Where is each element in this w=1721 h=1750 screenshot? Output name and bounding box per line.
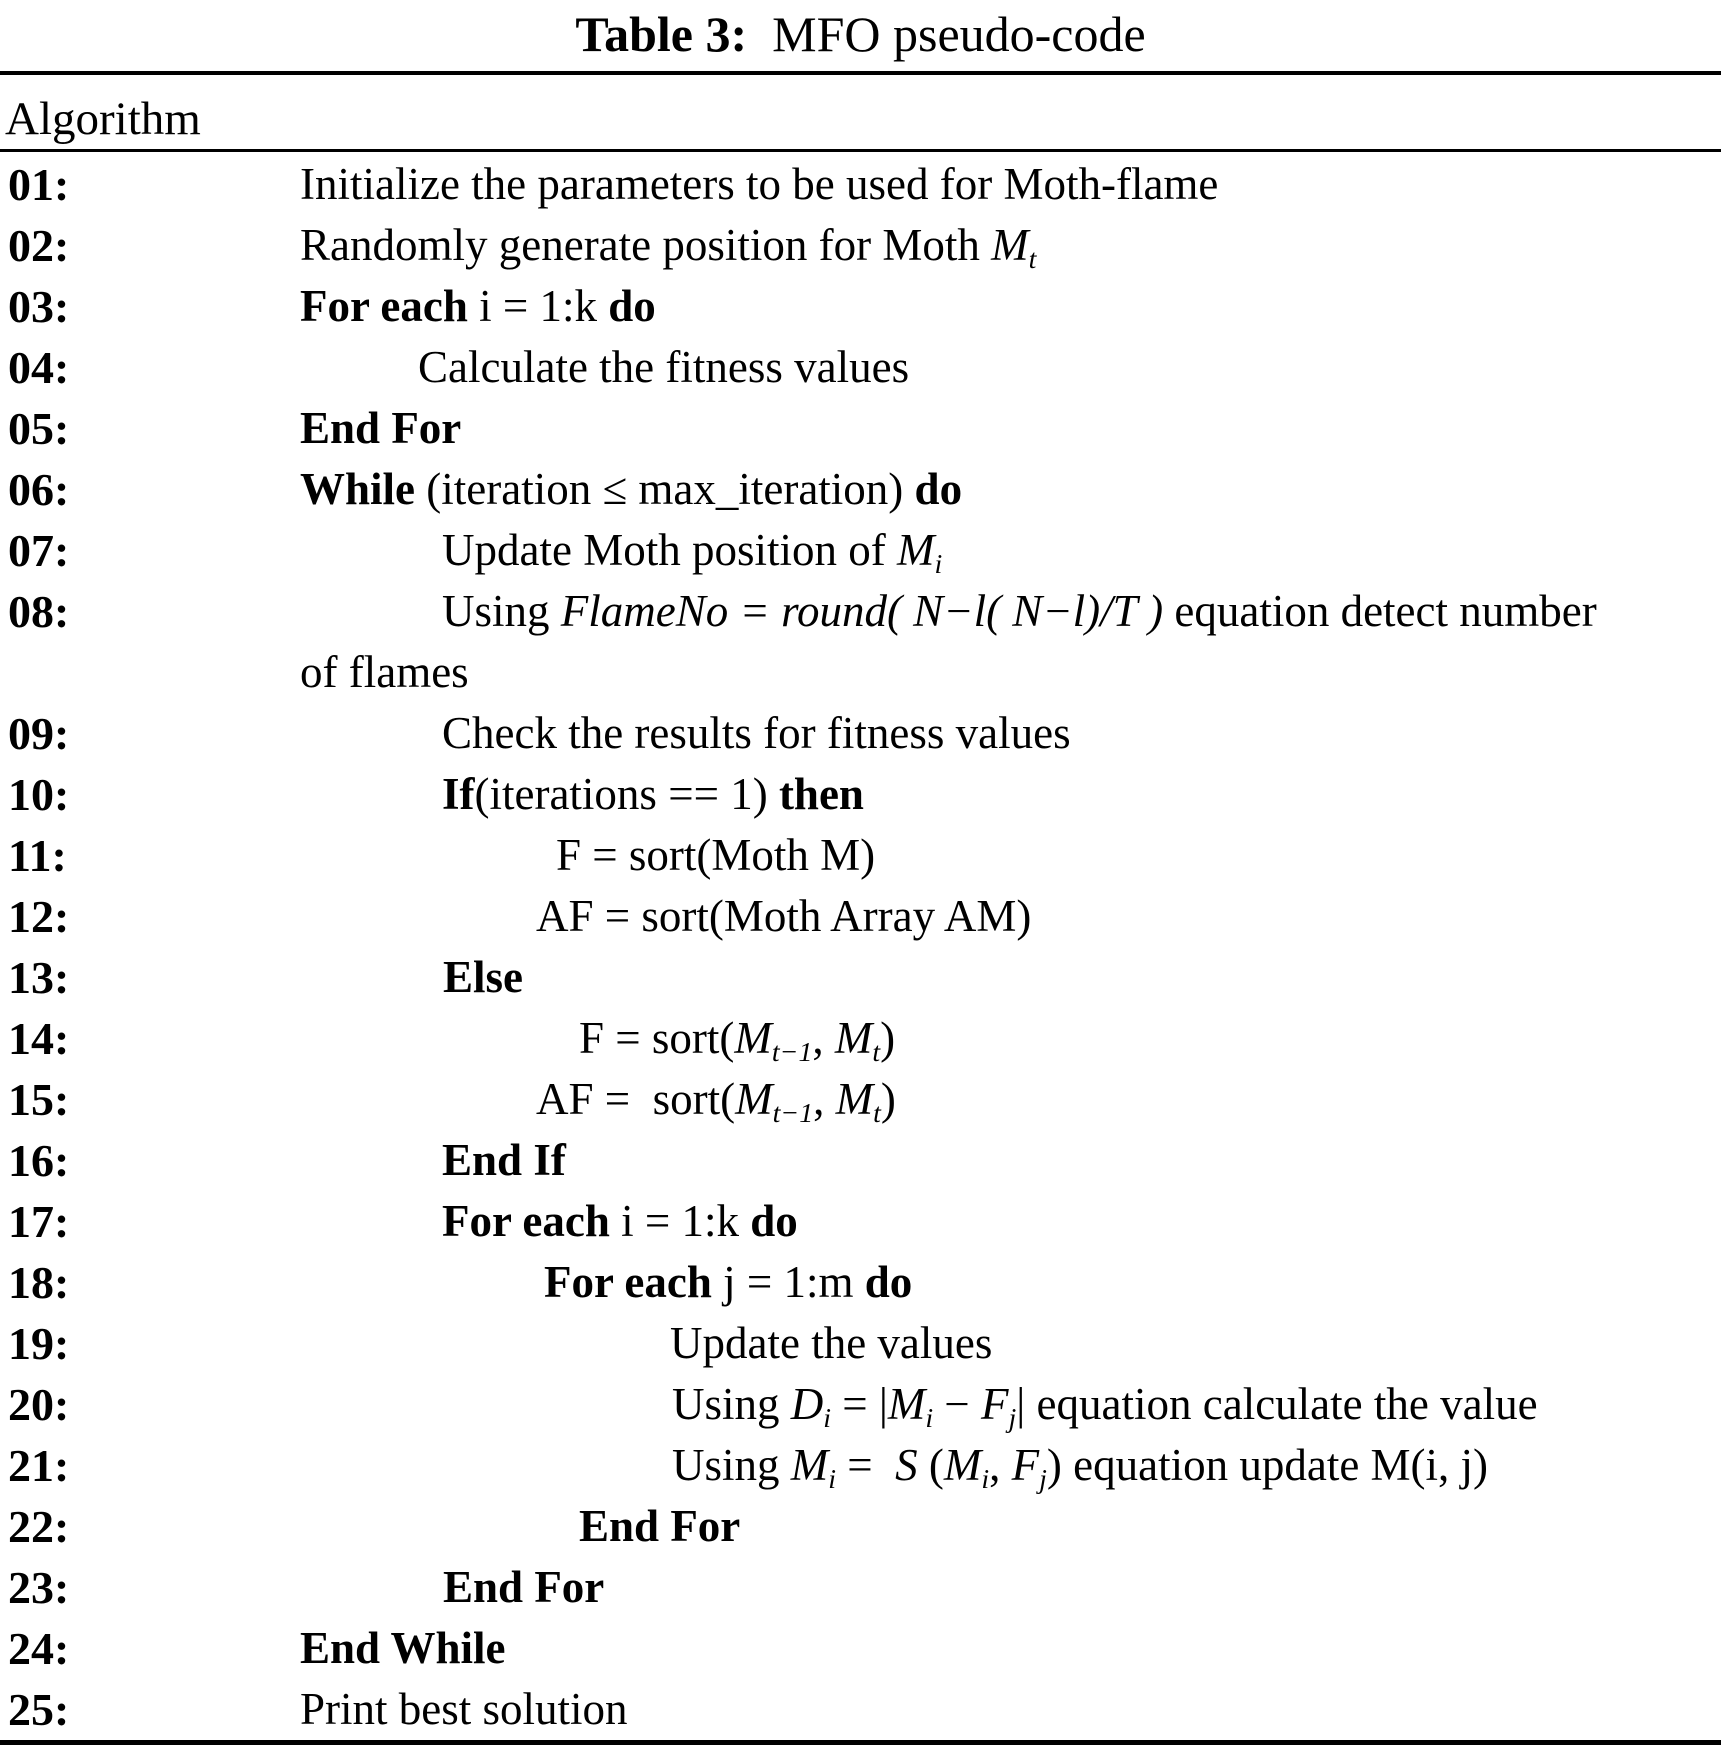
text-segment: M bbox=[735, 1074, 773, 1124]
algo-line bbox=[0, 1313, 1721, 1374]
table-caption-number: Table 3: bbox=[575, 6, 748, 62]
line-content bbox=[442, 703, 1071, 764]
text-segment: | equation calculate the value bbox=[1016, 1379, 1538, 1429]
line-number: 08: bbox=[8, 586, 70, 637]
algo-line-continuation bbox=[0, 642, 1721, 703]
algo-line bbox=[0, 276, 1721, 337]
line-content bbox=[442, 1130, 566, 1191]
line-number: 04: bbox=[8, 342, 70, 393]
line-number: 23: bbox=[8, 1562, 70, 1613]
line-content bbox=[443, 1557, 604, 1618]
algo-line bbox=[0, 825, 1721, 886]
line-content bbox=[418, 337, 909, 398]
line-content bbox=[300, 1679, 628, 1740]
text-segment: F = sort( bbox=[579, 1013, 735, 1063]
algo-line bbox=[0, 1496, 1721, 1557]
line-number: 06: bbox=[8, 464, 70, 515]
algorithm-column-header: Algorithm bbox=[5, 93, 201, 145]
keyword: While bbox=[300, 464, 416, 514]
line-content bbox=[442, 581, 1597, 642]
text-segment: AF = sort( bbox=[536, 1074, 736, 1124]
keyword: do bbox=[750, 1196, 798, 1246]
line-number: 11: bbox=[8, 830, 67, 881]
text-segment: F bbox=[981, 1379, 1009, 1429]
keyword: Else bbox=[443, 952, 524, 1002]
keyword: For each bbox=[300, 281, 468, 331]
line-content bbox=[442, 1191, 798, 1252]
line-content bbox=[300, 1618, 506, 1679]
keyword: End While bbox=[300, 1623, 506, 1673]
text-segment: M bbox=[834, 1013, 873, 1063]
algo-line bbox=[0, 459, 1721, 520]
subscript: i bbox=[981, 1463, 990, 1495]
line-content bbox=[536, 886, 1031, 947]
algo-line bbox=[0, 1679, 1721, 1740]
line-number: 19: bbox=[8, 1318, 70, 1369]
line-content bbox=[442, 764, 864, 825]
table-caption-title: MFO pseudo-code bbox=[747, 6, 1146, 62]
line-content bbox=[579, 1496, 740, 1557]
text-segment: i = 1:k bbox=[609, 1196, 751, 1246]
table-caption bbox=[0, 0, 1721, 71]
algo-line bbox=[0, 1618, 1721, 1679]
algo-line bbox=[0, 1130, 1721, 1191]
line-content bbox=[672, 1435, 1488, 1496]
line-content bbox=[670, 1313, 992, 1374]
text-segment: Update Moth position of bbox=[442, 525, 897, 575]
line-content bbox=[300, 215, 1036, 276]
keyword: then bbox=[778, 769, 864, 819]
line-number: 07: bbox=[8, 525, 70, 576]
keyword: do bbox=[864, 1257, 913, 1307]
text-segment: = bbox=[836, 1440, 896, 1490]
text-segment: = | bbox=[831, 1379, 888, 1429]
algo-line bbox=[0, 154, 1721, 215]
subscript: t−1 bbox=[772, 1097, 814, 1129]
text-segment: , bbox=[989, 1440, 1012, 1490]
subscript: t bbox=[873, 1097, 881, 1129]
keyword: do bbox=[608, 281, 656, 331]
text-segment: D bbox=[790, 1379, 824, 1429]
line-number: 18: bbox=[8, 1257, 70, 1308]
text-segment: (iterations == 1) bbox=[474, 769, 779, 819]
algo-line bbox=[0, 947, 1721, 1008]
subscript: i bbox=[828, 1463, 837, 1495]
text-segment: Initialize the parameters to be used for Moth-flame bbox=[300, 159, 1219, 209]
keyword: For each bbox=[442, 1196, 610, 1246]
line-content bbox=[300, 398, 461, 459]
algo-line bbox=[0, 215, 1721, 276]
line-content bbox=[300, 276, 656, 337]
text-segment: Calculate the fitness values bbox=[418, 342, 910, 392]
line-content bbox=[300, 154, 1218, 215]
text-segment: equation detect number bbox=[1163, 586, 1597, 636]
algo-line bbox=[0, 1252, 1721, 1313]
algo-line bbox=[0, 886, 1721, 947]
text-segment: , bbox=[813, 1074, 836, 1124]
text-segment: F bbox=[1011, 1440, 1040, 1490]
text-segment: AF = sort(Moth Array AM) bbox=[536, 891, 1032, 941]
algo-line bbox=[0, 703, 1721, 764]
text-segment: ) equation update M(i, j) bbox=[1046, 1440, 1489, 1490]
algo-line bbox=[0, 581, 1721, 642]
algo-line bbox=[0, 398, 1721, 459]
line-content-wrap: of flames bbox=[300, 647, 469, 697]
algo-line bbox=[0, 764, 1721, 825]
text-segment: M bbox=[991, 220, 1029, 270]
algo-line bbox=[0, 1557, 1721, 1618]
text-segment: M bbox=[887, 1379, 926, 1429]
line-number: 21: bbox=[8, 1440, 70, 1491]
text-segment: i = 1:k bbox=[467, 281, 609, 331]
text-segment: j = 1:m bbox=[711, 1257, 865, 1307]
subscript: t bbox=[1028, 243, 1037, 275]
line-number: 10: bbox=[8, 769, 70, 820]
text-segment: FlameNo = round( N−l( N−l)/T ) bbox=[560, 586, 1164, 636]
text-segment: Randomly generate position for Moth bbox=[300, 220, 992, 270]
text-segment: Print best solution bbox=[300, 1684, 628, 1734]
line-number: 13: bbox=[8, 952, 70, 1003]
bottom-rule bbox=[0, 1740, 1721, 1745]
text-segment: M bbox=[835, 1074, 874, 1124]
text-segment: ( bbox=[917, 1440, 944, 1490]
algo-line bbox=[0, 1008, 1721, 1069]
subscript: i bbox=[823, 1402, 832, 1434]
text-segment: Check the results for fitness values bbox=[442, 708, 1071, 758]
text-segment: Using bbox=[672, 1440, 791, 1490]
line-number: 17: bbox=[8, 1196, 70, 1247]
keyword: For each bbox=[544, 1257, 712, 1307]
algorithm-lines bbox=[0, 152, 1721, 1740]
line-number: 03: bbox=[8, 281, 70, 332]
line-number: 01: bbox=[8, 159, 70, 210]
subscript: i bbox=[934, 548, 943, 580]
line-number: 25: bbox=[8, 1684, 70, 1735]
subscript: j bbox=[1039, 1463, 1047, 1495]
line-number: 15: bbox=[8, 1074, 70, 1125]
algo-line bbox=[0, 1191, 1721, 1252]
line-number: 20: bbox=[8, 1379, 70, 1430]
text-segment: M bbox=[790, 1440, 829, 1490]
line-number: 02: bbox=[8, 220, 70, 271]
line-content bbox=[544, 1252, 912, 1313]
keyword: End If bbox=[442, 1135, 566, 1185]
keyword: End For bbox=[443, 1562, 605, 1612]
line-content bbox=[536, 1069, 896, 1130]
text-segment: , bbox=[812, 1013, 835, 1063]
line-number: 22: bbox=[8, 1501, 70, 1552]
text-segment: ) bbox=[880, 1013, 896, 1063]
text-segment: Using bbox=[442, 586, 561, 636]
line-number: 16: bbox=[8, 1135, 70, 1186]
line-content bbox=[300, 459, 962, 520]
text-segment: Update the values bbox=[670, 1318, 993, 1368]
line-content bbox=[672, 1374, 1538, 1435]
keyword: End For bbox=[579, 1501, 741, 1551]
text-segment: − bbox=[933, 1379, 982, 1429]
line-number: 12: bbox=[8, 891, 70, 942]
keyword: If bbox=[442, 769, 475, 819]
text-segment: F = sort(Moth M) bbox=[556, 830, 876, 880]
text-segment: ) bbox=[880, 1074, 896, 1124]
subscript: t bbox=[872, 1036, 881, 1068]
algo-line bbox=[0, 1374, 1721, 1435]
line-number: 05: bbox=[8, 403, 70, 454]
algo-line bbox=[0, 1069, 1721, 1130]
algo-line bbox=[0, 337, 1721, 398]
text-segment: M bbox=[896, 525, 935, 575]
keyword: End For bbox=[300, 403, 462, 453]
line-content bbox=[579, 1008, 895, 1069]
subscript: t−1 bbox=[771, 1036, 813, 1068]
algo-line bbox=[0, 520, 1721, 581]
line-number: 09: bbox=[8, 708, 70, 759]
text-segment: Using bbox=[672, 1379, 791, 1429]
algo-line bbox=[0, 1435, 1721, 1496]
keyword: do bbox=[914, 464, 963, 514]
text-segment: (iteration ≤ max_iteration) bbox=[415, 464, 915, 514]
line-content bbox=[442, 520, 942, 581]
line-number: 24: bbox=[8, 1623, 70, 1674]
line-content bbox=[443, 947, 523, 1008]
text-segment: M bbox=[943, 1440, 982, 1490]
line-number: 14: bbox=[8, 1013, 70, 1064]
text-segment: M bbox=[734, 1013, 772, 1063]
subscript: j bbox=[1008, 1402, 1017, 1434]
text-segment: S bbox=[895, 1440, 918, 1490]
subscript: i bbox=[925, 1402, 934, 1434]
line-content bbox=[556, 825, 875, 886]
